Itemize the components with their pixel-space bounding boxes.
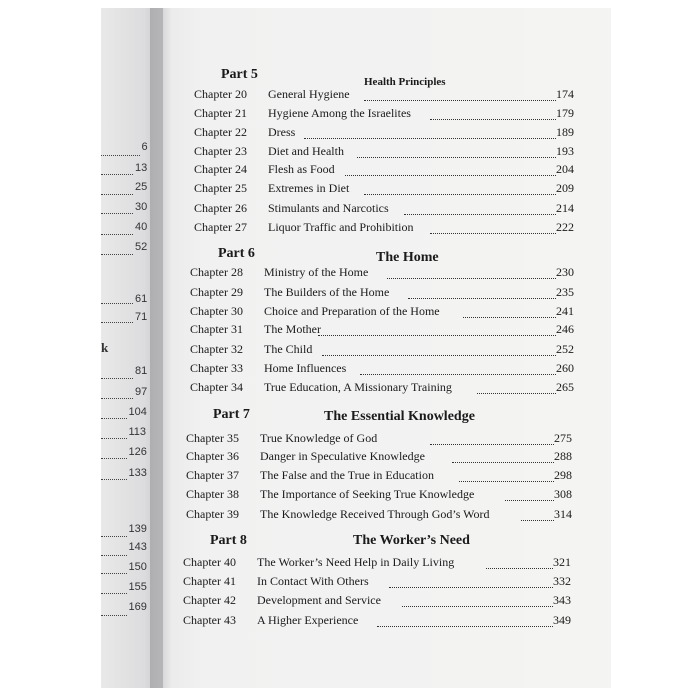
chapter-title: Extremes in Diet xyxy=(268,181,350,195)
left-page-number: 40 xyxy=(135,221,148,233)
page-number: 214 xyxy=(556,201,574,215)
leader-dots xyxy=(304,138,556,139)
toc-entry[interactable] xyxy=(0,87,700,105)
left-page-number: 97 xyxy=(135,386,148,398)
chapter-title: The Worker’s Need Help in Daily Living xyxy=(257,555,455,569)
toc-entry[interactable] xyxy=(0,468,700,486)
toc-entry[interactable] xyxy=(0,574,700,592)
toc-entry[interactable] xyxy=(0,555,700,573)
left-page-number: 71 xyxy=(135,311,148,323)
chapter-title: The Mother xyxy=(264,322,321,336)
left-page-leader-dots xyxy=(101,437,127,439)
toc-entry[interactable] xyxy=(0,125,700,143)
left-page-number: 52 xyxy=(135,241,148,253)
chapter-title: Hygiene Among the Israelites xyxy=(268,106,411,120)
chapter-number: Chapter 39 xyxy=(186,507,239,521)
leader-dots xyxy=(387,278,556,279)
chapter-number: Chapter 25 xyxy=(194,181,247,195)
toc-entry[interactable] xyxy=(0,487,700,505)
chapter-number: Chapter 36 xyxy=(186,449,239,463)
leader-dots xyxy=(477,393,556,394)
chapter-number: Chapter 28 xyxy=(190,265,243,279)
chapter-number: Chapter 32 xyxy=(190,342,243,356)
leader-dots xyxy=(459,481,554,482)
toc-entry[interactable] xyxy=(0,181,700,199)
left-page-leader-dots xyxy=(101,321,133,323)
page-number: 252 xyxy=(556,342,574,356)
leader-dots xyxy=(402,606,553,607)
page-number: 246 xyxy=(556,322,574,336)
toc-entry[interactable] xyxy=(0,322,700,340)
chapter-title: True Education, A Missionary Training xyxy=(264,380,452,394)
left-page-number: 143 xyxy=(128,541,147,553)
part-title: The Worker’s Need xyxy=(353,533,470,548)
leader-dots xyxy=(360,374,556,375)
page-number: 332 xyxy=(553,574,571,588)
leader-dots xyxy=(357,157,556,158)
chapter-number: Chapter 29 xyxy=(190,285,243,299)
page-number: 204 xyxy=(556,162,574,176)
leader-dots xyxy=(389,587,553,588)
leader-dots xyxy=(430,233,556,234)
left-page-number: 6 xyxy=(141,141,148,153)
chapter-number: Chapter 30 xyxy=(190,304,243,318)
chapter-title: Development and Service xyxy=(257,593,381,607)
page-number: 209 xyxy=(556,181,574,195)
page-number: 222 xyxy=(556,220,574,234)
leader-dots xyxy=(505,500,554,501)
page-number: 343 xyxy=(553,593,571,607)
chapter-number: Chapter 42 xyxy=(183,593,236,607)
chapter-title: The Builders of the Home xyxy=(264,285,390,299)
chapter-number: Chapter 24 xyxy=(194,162,247,176)
leader-dots xyxy=(430,119,556,120)
chapter-title: Diet and Health xyxy=(268,144,344,158)
chapter-title: Choice and Preparation of the Home xyxy=(264,304,440,318)
page-number: 308 xyxy=(554,487,572,501)
toc-entry[interactable] xyxy=(0,201,700,219)
left-page-fragment: k xyxy=(101,340,109,355)
chapter-title: Dress xyxy=(268,125,296,139)
leader-dots xyxy=(408,298,556,299)
toc-entry[interactable] xyxy=(0,265,700,283)
left-page-number: 133 xyxy=(128,467,147,479)
left-page-leader-dots xyxy=(101,535,127,537)
left-page-number: 155 xyxy=(128,581,147,593)
leader-dots xyxy=(345,175,556,176)
left-page-leader-dots xyxy=(101,173,133,175)
leader-dots xyxy=(364,100,556,101)
toc-entry[interactable] xyxy=(0,507,700,525)
part-label: Part 6 xyxy=(218,246,255,261)
toc-entry[interactable] xyxy=(0,380,700,398)
page-number: 241 xyxy=(556,304,574,318)
chapter-number: Chapter 22 xyxy=(194,125,247,139)
chapter-title: True Knowledge of God xyxy=(260,431,378,445)
left-page-leader-dots xyxy=(101,302,133,304)
leader-dots xyxy=(463,317,556,318)
chapter-number: Chapter 23 xyxy=(194,144,247,158)
left-page-number: 104 xyxy=(128,406,147,418)
toc-entry[interactable] xyxy=(0,220,700,238)
left-page-number: 150 xyxy=(128,561,147,573)
left-page-leader-dots xyxy=(101,554,127,556)
chapter-number: Chapter 38 xyxy=(186,487,239,501)
leader-dots xyxy=(404,214,556,215)
left-page-number: 113 xyxy=(128,426,147,438)
toc-entry[interactable] xyxy=(0,431,700,449)
page-number: 193 xyxy=(556,144,574,158)
left-page-number: 81 xyxy=(135,365,148,377)
chapter-title: The Knowledge Received Through God’s Word xyxy=(260,507,490,521)
part-label: Part 7 xyxy=(213,407,250,422)
toc-entry[interactable] xyxy=(0,144,700,162)
toc-entry[interactable] xyxy=(0,285,700,303)
left-page-leader-dots xyxy=(101,397,133,399)
left-page-leader-dots xyxy=(101,614,127,616)
chapter-title: Danger in Speculative Knowledge xyxy=(260,449,425,463)
left-page-leader-dots xyxy=(101,478,127,480)
chapter-title: Flesh as Food xyxy=(268,162,335,176)
left-page-number: 126 xyxy=(128,446,147,458)
left-page-leader-dots xyxy=(101,233,133,235)
page-number: 298 xyxy=(554,468,572,482)
page-number: 174 xyxy=(556,87,574,101)
part-title: The Home xyxy=(376,250,439,265)
chapter-number: Chapter 34 xyxy=(190,380,243,394)
page-number: 314 xyxy=(554,507,572,521)
left-page-number: 139 xyxy=(128,523,147,535)
leader-dots xyxy=(430,444,554,445)
chapter-number: Chapter 41 xyxy=(183,574,236,588)
leader-dots xyxy=(452,462,554,463)
chapter-title: Stimulants and Narcotics xyxy=(268,201,389,215)
left-page-number: 169 xyxy=(128,601,147,613)
left-page-leader-dots xyxy=(101,457,127,459)
left-page-leader-dots xyxy=(101,253,133,255)
part-label: Part 5 xyxy=(221,67,258,82)
page-number: 321 xyxy=(553,555,571,569)
left-page-leader-dots xyxy=(101,193,133,195)
chapter-title: A Higher Experience xyxy=(257,613,359,627)
page-number: 265 xyxy=(556,380,574,394)
left-page-number: 13 xyxy=(135,162,148,174)
left-page-leader-dots xyxy=(101,212,133,214)
leader-dots xyxy=(322,355,556,356)
chapter-number: Chapter 26 xyxy=(194,201,247,215)
left-page-number: 25 xyxy=(135,181,148,193)
page-number: 260 xyxy=(556,361,574,375)
chapter-number: Chapter 27 xyxy=(194,220,247,234)
left-page-leader-dots xyxy=(101,154,140,156)
chapter-number: Chapter 43 xyxy=(183,613,236,627)
chapter-title: The Importance of Seeking True Knowledge xyxy=(260,487,475,501)
chapter-title: Home Influences xyxy=(264,361,347,375)
page-number: 235 xyxy=(556,285,574,299)
chapter-number: Chapter 37 xyxy=(186,468,239,482)
toc-entry[interactable] xyxy=(0,304,700,322)
chapter-number: Chapter 21 xyxy=(194,106,247,120)
page-number: 349 xyxy=(553,613,571,627)
left-page-number: 61 xyxy=(135,293,148,305)
leader-dots xyxy=(521,520,554,521)
leader-dots xyxy=(318,335,556,336)
toc-entry[interactable] xyxy=(0,593,700,611)
page-number: 275 xyxy=(554,431,572,445)
chapter-title: In Contact With Others xyxy=(257,574,369,588)
page-number: 230 xyxy=(556,265,574,279)
chapter-number: Chapter 35 xyxy=(186,431,239,445)
chapter-title: Ministry of the Home xyxy=(264,265,369,279)
page-number: 179 xyxy=(556,106,574,120)
chapter-title: The Child xyxy=(264,342,313,356)
chapter-number: Chapter 31 xyxy=(190,322,243,336)
left-page-leader-dots xyxy=(101,417,127,419)
chapter-number: Chapter 40 xyxy=(183,555,236,569)
left-page-leader-dots xyxy=(101,592,127,594)
chapter-number: Chapter 33 xyxy=(190,361,243,375)
chapter-number: Chapter 20 xyxy=(194,87,247,101)
chapter-title: General Hygiene xyxy=(268,87,350,101)
leader-dots xyxy=(377,626,553,627)
left-page-leader-dots xyxy=(101,377,133,379)
toc-entry[interactable] xyxy=(0,162,700,180)
part-title: The Essential Knowledge xyxy=(324,409,475,424)
chapter-title: The False and the True in Education xyxy=(260,468,434,482)
leader-dots xyxy=(486,568,553,569)
toc-entry[interactable] xyxy=(0,106,700,124)
page-number: 288 xyxy=(554,449,572,463)
left-page-number: 30 xyxy=(135,201,148,213)
leader-dots xyxy=(364,194,556,195)
part-title: Health Principles xyxy=(364,76,446,88)
part-label: Part 8 xyxy=(210,533,247,548)
chapter-title: Liquor Traffic and Prohibition xyxy=(268,220,414,234)
page-number: 189 xyxy=(556,125,574,139)
left-page-leader-dots xyxy=(101,572,127,574)
